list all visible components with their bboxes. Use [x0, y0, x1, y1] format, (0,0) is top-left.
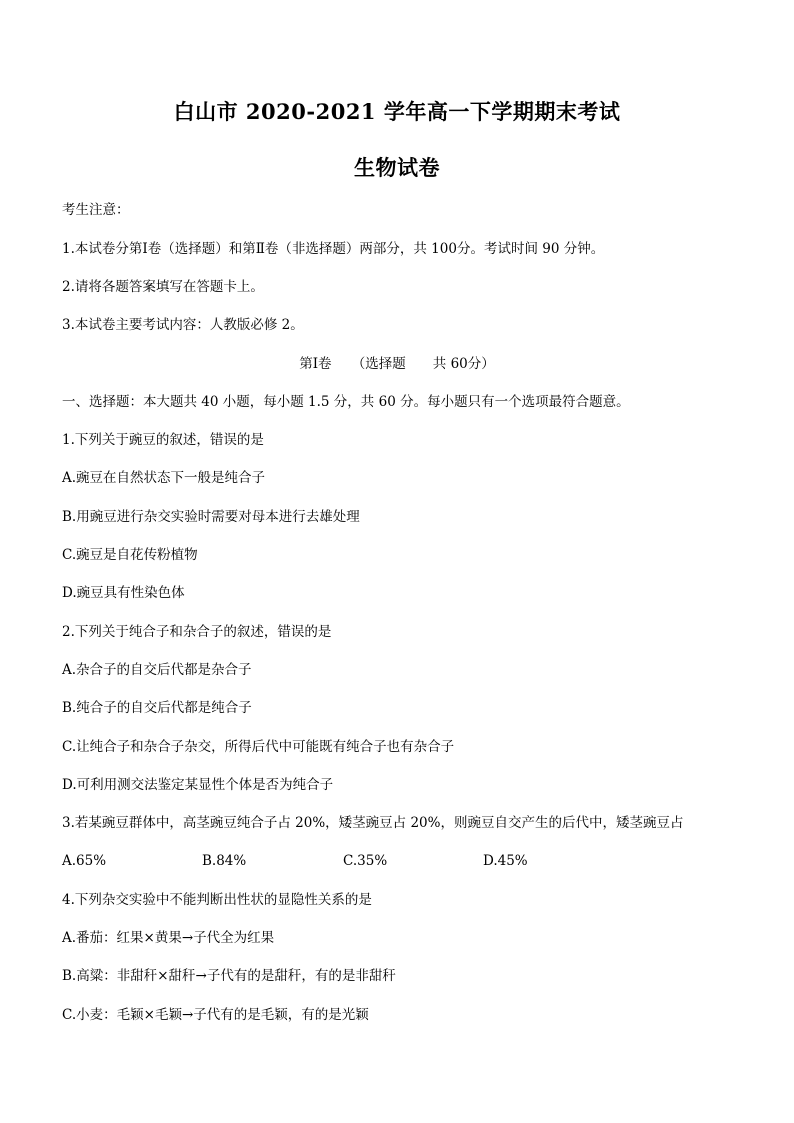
question-2-option-b: B.纯合子的自交后代都是纯合子	[62, 700, 252, 716]
notice-item-3: 3.本试卷主要考试内容：人教版必修 2。	[62, 317, 304, 333]
question-3-stem: 3.若某豌豆群体中，高茎豌豆纯合子占 20%，矮茎豌豆占 20%，则豌豆自交产生的后代中，矮茎豌豆占	[62, 815, 684, 831]
question-2-option-a: A.杂合子的自交后代都是杂合子	[62, 662, 252, 678]
question-4-option-a: A.番茄：红果×黄果→子代全为红果	[62, 930, 275, 946]
subject-title: 生物试卷	[354, 155, 440, 180]
notice-item-2: 2.请将各题答案填写在答题卡上。	[62, 279, 264, 295]
question-3-option-d: D.45%	[483, 853, 528, 869]
question-2-stem: 2.下列关于纯合子和杂合子的叙述，错误的是	[62, 624, 332, 640]
notice-item-1: 1.本试卷分第Ⅰ卷（选择题）和第Ⅱ卷（非选择题）两部分，共 100分。考试时间 90 分钟。	[62, 241, 605, 257]
question-4-stem: 4.下列杂交实验中不能判断出性状的显隐性关系的是	[62, 892, 372, 908]
question-2-option-d: D.可利用测交法鉴定某显性个体是否为纯合子	[62, 777, 334, 793]
question-3-option-c: C.35%	[343, 853, 388, 869]
question-3-option-a: A.65%	[62, 853, 107, 869]
section-instructions: 一、选择题：本大题共 40 小题，每小题 1.5 分，共 60 分。每小题只有一个选项最符合题意。	[62, 394, 630, 410]
question-1-option-a: A.豌豆在自然状态下一般是纯合子	[62, 470, 266, 486]
question-1-option-d: D.豌豆具有性染色体	[62, 585, 185, 601]
question-2-option-c: C.让纯合子和杂合子杂交，所得后代中可能既有纯合子也有杂合子	[62, 739, 455, 755]
question-4-option-b: B.高粱：非甜秆×甜秆→子代有的是甜秆，有的是非甜秆	[62, 968, 396, 984]
question-1-option-c: C.豌豆是自花传粉植物	[62, 547, 198, 563]
question-1-option-b: B.用豌豆进行杂交实验时需要对母本进行去雄处理	[62, 509, 360, 525]
question-1-stem: 1.下列关于豌豆的叙述，错误的是	[62, 432, 264, 448]
question-4-option-c: C.小麦：毛颖×毛颖→子代有的是毛颖，有的是光颖	[62, 1007, 369, 1023]
question-3-option-b: B.84%	[202, 853, 247, 869]
exam-title: 白山市 2020-2021 学年高一下学期期末考试	[173, 99, 621, 124]
notice-heading: 考生注意：	[62, 202, 130, 218]
section-title: 第Ⅰ卷 （选择题 共 60分）	[299, 356, 495, 372]
